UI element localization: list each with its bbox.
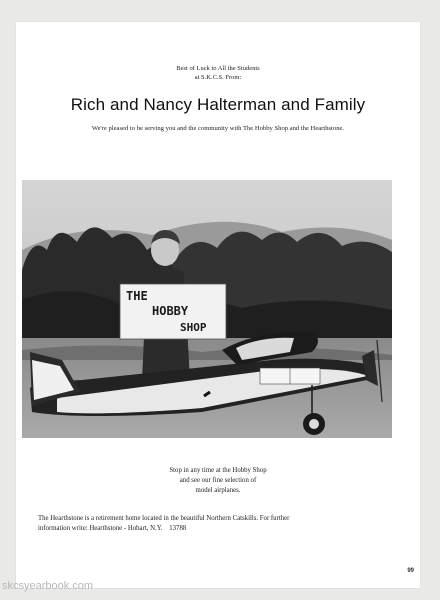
photo-caption [16,466,420,496]
sign-line-the: THE [126,289,148,303]
intro-line-2: at S.K.C.S. From: [194,74,242,81]
caption-line-1: Stop in any time at the Hobby Shop [169,467,267,474]
page-number: 99 [407,568,414,574]
caption-line-2: and see our fine selection of [179,477,257,484]
info-line-1: The Hearthstone is a retirement home located in the beautiful Northern Catskills. For further [38,515,290,522]
yearbook-page [16,22,420,588]
caption-line-3: model airplanes. [195,487,241,494]
sign-line-shop: SHOP [180,321,207,334]
headline: Rich and Nancy Halterman and Family [70,95,366,114]
watermark: skcsyearbook.com [2,580,94,592]
photo-illustration [22,180,392,438]
intro-line-1: Best of Luck to All the Students [176,65,260,72]
sign-line-hobby: HOBBY [152,304,189,318]
info-line-2: information write: Hearthstone - Hobart, N.Y. 13788 [38,524,187,532]
hearthstone-info [38,514,398,533]
tagline: We're pleased to be serving you and the community with The Hobby Shop and the Hearthstone. [91,125,345,132]
photo-boy-with-model-airplane [22,180,392,438]
intro-text [16,64,420,82]
